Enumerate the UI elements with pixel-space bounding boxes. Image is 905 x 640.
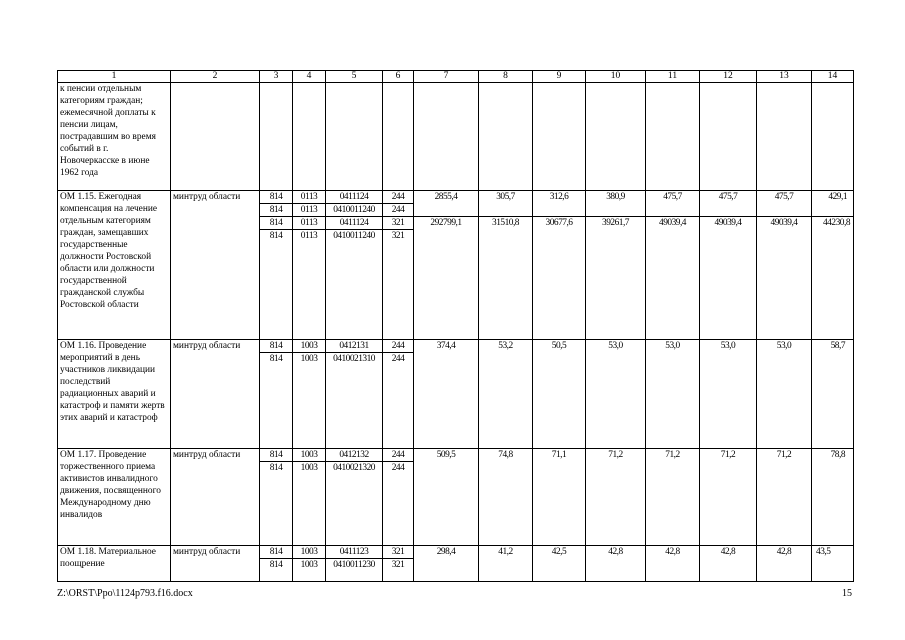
col-header: 2 xyxy=(171,71,260,83)
cell-value: 2855,4 xyxy=(414,191,479,217)
cell-value: 53,0 xyxy=(646,340,700,449)
col-header: 11 xyxy=(646,71,700,83)
cell-vr: 244 xyxy=(383,353,414,449)
cell-csr: 0410011240 xyxy=(326,204,383,217)
measure-description: ОМ 1.18. Материальное поощрение xyxy=(58,546,171,582)
cell-rzpr: 0113 xyxy=(293,204,326,217)
measure-description: ОМ 1.15. Ежегодная компенсация на лечение отдельным категориям граждан, замещавших государственные должности Ростовской области или должности государственной гражданской службы Ростовской области xyxy=(58,191,171,340)
col-header: 7 xyxy=(414,71,479,83)
cell-value: 312,6 xyxy=(533,191,586,217)
table-row xyxy=(58,340,854,353)
footer-file-path: Z:\ORST\Ppo\1124p793.f16.docx xyxy=(57,588,193,599)
cell-value: 58,7 xyxy=(812,340,854,449)
cell-vr: 321 xyxy=(383,559,414,582)
cell-vr: 244 xyxy=(383,191,414,204)
cell-value: 475,7 xyxy=(757,191,812,217)
col-header: 10 xyxy=(586,71,646,83)
responsible-executor: минтруд области xyxy=(171,340,260,449)
col-header: 14 xyxy=(812,71,854,83)
cell-value: 43,5 xyxy=(812,546,854,582)
cell-value: 298,4 xyxy=(414,546,479,582)
cell-rzpr: 1003 xyxy=(293,462,326,546)
cell-value: 49039,4 xyxy=(700,217,757,340)
cell-csr: 0411124 xyxy=(326,217,383,230)
cell-value: 31510,8 xyxy=(479,217,533,340)
measure-description: ОМ 1.16. Проведение мероприятий в день участников ликвидации последствий радиационных аварий и катастроф и памяти жертв этих аварий и катастроф xyxy=(58,340,171,449)
cell-value: 71,2 xyxy=(700,449,757,546)
measure-description: к пенсии отдельным категориям граждан; ежемесячной доплаты к пенсии лицам, пострадавшим во время событий в г. Новочеркасске в июне 1962 года xyxy=(58,83,171,191)
cell-value: 71,2 xyxy=(757,449,812,546)
cell-csr: 0412131 xyxy=(326,340,383,353)
cell-value: 42,8 xyxy=(646,546,700,582)
cell-csr: 0411124 xyxy=(326,191,383,204)
cell-value: 42,8 xyxy=(757,546,812,582)
cell-grbs: 814 xyxy=(260,546,293,559)
cell-grbs: 814 xyxy=(260,217,293,230)
cell-value: 49039,4 xyxy=(757,217,812,340)
cell-value: 39261,7 xyxy=(586,217,646,340)
cell-vr: 321 xyxy=(383,217,414,230)
cell-csr: 0411123 xyxy=(326,546,383,559)
cell-value: 292799,1 xyxy=(414,217,479,340)
cell-value: 305,7 xyxy=(479,191,533,217)
cell-grbs: 814 xyxy=(260,204,293,217)
col-header: 9 xyxy=(533,71,586,83)
cell-value: 53,0 xyxy=(586,340,646,449)
cell-value: 71,1 xyxy=(533,449,586,546)
cell-value: 71,2 xyxy=(646,449,700,546)
col-header: 4 xyxy=(293,71,326,83)
col-header: 1 xyxy=(58,71,171,83)
cell-grbs: 814 xyxy=(260,230,293,340)
col-header: 6 xyxy=(383,71,414,83)
responsible-executor: минтруд области xyxy=(171,546,260,582)
cell-value: 475,7 xyxy=(646,191,700,217)
cell-grbs: 814 xyxy=(260,191,293,204)
measure-description: ОМ 1.17. Проведение торжественного приема активистов инвалидного движения, посвященного Международному дню инвалидов xyxy=(58,449,171,546)
cell-value: 78,8 xyxy=(812,449,854,546)
col-header: 5 xyxy=(326,71,383,83)
responsible-executor: минтруд области xyxy=(171,449,260,546)
cell-vr: 244 xyxy=(383,340,414,353)
cell-value: 53,0 xyxy=(700,340,757,449)
col-header: 13 xyxy=(757,71,812,83)
table-row xyxy=(58,191,854,204)
cell-value: 53,2 xyxy=(479,340,533,449)
cell-value: 71,2 xyxy=(586,449,646,546)
cell-csr: 0412132 xyxy=(326,449,383,462)
cell-vr: 244 xyxy=(383,204,414,217)
budget-table xyxy=(57,70,854,582)
col-header: 12 xyxy=(700,71,757,83)
responsible-executor: минтруд области xyxy=(171,191,260,340)
cell-rzpr: 1003 xyxy=(293,449,326,462)
cell-grbs: 814 xyxy=(260,449,293,462)
cell-grbs: 814 xyxy=(260,340,293,353)
cell-value: 74,8 xyxy=(479,449,533,546)
cell-rzpr: 1003 xyxy=(293,340,326,353)
cell-rzpr: 0113 xyxy=(293,217,326,230)
col-header: 3 xyxy=(260,71,293,83)
cell-csr: 0410021320 xyxy=(326,462,383,546)
cell-csr: 0410011240 xyxy=(326,230,383,340)
table-row xyxy=(58,546,854,559)
cell-value: 30677,6 xyxy=(533,217,586,340)
cell-grbs: 814 xyxy=(260,462,293,546)
page-number: 15 xyxy=(842,588,852,599)
cell-value: 42,5 xyxy=(533,546,586,582)
cell-rzpr: 0113 xyxy=(293,230,326,340)
cell-value: 475,7 xyxy=(700,191,757,217)
table-row xyxy=(58,83,854,191)
cell-rzpr: 1003 xyxy=(293,353,326,449)
cell-grbs: 814 xyxy=(260,353,293,449)
cell-csr: 0410011230 xyxy=(326,559,383,582)
cell-value: 380,9 xyxy=(586,191,646,217)
cell-vr: 244 xyxy=(383,449,414,462)
cell-value: 50,5 xyxy=(533,340,586,449)
cell-grbs: 814 xyxy=(260,559,293,582)
cell-value: 429,1 xyxy=(812,191,854,217)
cell-vr: 244 xyxy=(383,462,414,546)
cell-value: 374,4 xyxy=(414,340,479,449)
cell-csr: 0410021310 xyxy=(326,353,383,449)
cell-value: 42,8 xyxy=(700,546,757,582)
cell-value: 53,0 xyxy=(757,340,812,449)
cell-value: 44230,8 xyxy=(812,217,854,340)
cell-rzpr: 1003 xyxy=(293,559,326,582)
cell-rzpr: 0113 xyxy=(293,191,326,204)
cell-rzpr: 1003 xyxy=(293,546,326,559)
table-row xyxy=(58,449,854,462)
cell-value: 49039,4 xyxy=(646,217,700,340)
col-header: 8 xyxy=(479,71,533,83)
cell-value: 509,5 xyxy=(414,449,479,546)
cell-vr: 321 xyxy=(383,546,414,559)
cell-value: 42,8 xyxy=(586,546,646,582)
header-row xyxy=(58,71,854,83)
cell-value: 41,2 xyxy=(479,546,533,582)
cell-vr: 321 xyxy=(383,230,414,340)
